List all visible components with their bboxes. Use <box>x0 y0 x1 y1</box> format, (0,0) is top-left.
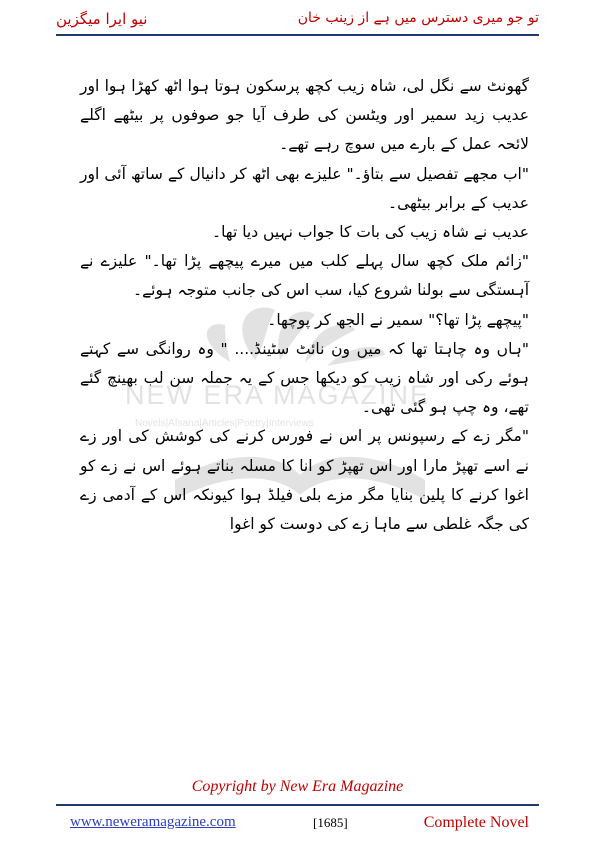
paragraph: گھونٹ سے نگل لی، شاہ زیب کچھ پرسکون ہوتا ہوا اٹھ کھڑا ہوا اور عدیب زید سمیر اور ویٹسن کی طرف آیا جو صوفوں پر بیٹھے اگلے لائحہ عمل کے بارے میں سوچ رہے تھے۔ <box>80 77 529 154</box>
watermark-title: NEW ERA MAGAZINE <box>125 380 431 410</box>
magazine-name: نیو ایرا میگزین <box>56 10 148 28</box>
paragraph: "ہاں وہ چاہتا تھا کہ میں ون نائٹ سٹینڈ.... " وہ روانگی سے کہتے ہوئے رکی اور شاہ زیب کو دیکھا جس کے یہ جملہ سن لب بھینچ گئے تھے، وہ چپ ہو گئی تھی۔ <box>80 339 529 417</box>
page-number: [1685] <box>313 815 348 830</box>
paragraph: "مگر زے کے رسپونس پر اس نے فورس کرنے کی کوشش کی اور زے نے اسے تھپڑ مارا اور اس تھپڑ کو انا کا مسلہ بناتے ہوئے اس نے زے کو اغوا کرنے کا پلین بنایا مگر مزے بلی فیلڈ ہوا کیونکہ اس کے آدمی زے کی جگہ غلطی سے ماہا زے کی دوست کو اغوا <box>80 427 529 534</box>
complete-novel-label: Complete Novel <box>423 814 529 831</box>
novel-title: تو جو میری دسترس میں ہے از زینب خان <box>297 10 539 26</box>
website-link[interactable]: www.neweramagazine.com <box>70 814 236 830</box>
paragraph: "زائم ملک کچھ سال پہلے کلب میں میرے پیچھے پڑا تھا۔" علیزے نے آہستگی سے بولنا شروع کیا، سب اس کی جانب متوجہ ہوئے۔ <box>80 252 529 300</box>
page-footer <box>56 804 539 836</box>
novel-body <box>80 72 529 539</box>
paragraph: "اب مجھے تفصیل سے بتاؤ۔" علیزے بھی اٹھ کر دانیال کے ساتھ آئی اور عدیب کے برابر بیٹھی۔ <box>80 164 529 212</box>
watermark-subtitle: Novels|Afsana|Articles|Poetry|Interviews <box>135 418 314 429</box>
paragraph: عدیب نے شاہ زیب کی بات کا جواب نہیں دیا تھا۔ <box>212 223 529 242</box>
paragraph: "پیچھے پڑا تھا؟" سمیر نے الجھ کر پوچھا۔ <box>267 310 529 329</box>
page-header <box>56 8 539 36</box>
copyright-line: Copyright by New Era Magazine <box>191 778 404 795</box>
